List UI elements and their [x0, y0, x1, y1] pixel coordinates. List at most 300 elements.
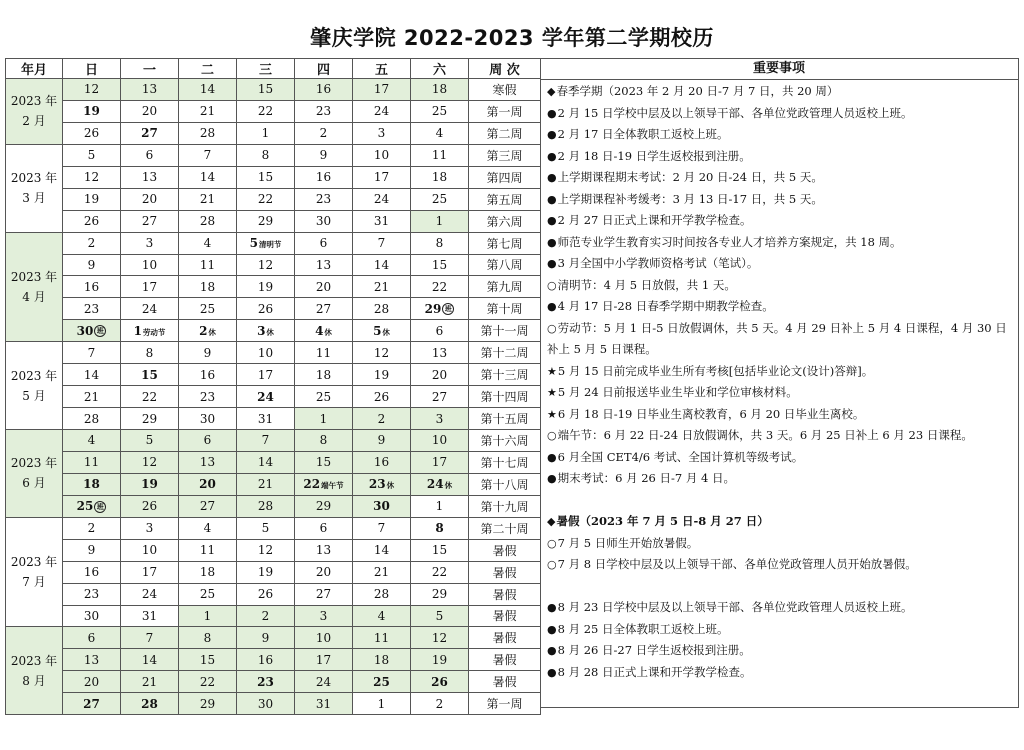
day-cell [237, 430, 295, 452]
day-number: 19 [257, 565, 274, 580]
week-label: 第十二周 [469, 342, 541, 364]
calendar-row [6, 188, 541, 210]
event-item [547, 232, 1013, 254]
day-cell [411, 451, 469, 473]
day-number: 12 [257, 257, 274, 272]
month-label: 2023 年 7 月 [6, 517, 63, 627]
day-cell [237, 671, 295, 693]
day-number: 31 [257, 411, 274, 426]
event-text: 2 月 27 日正式上课和开学教学检查。 [557, 213, 752, 227]
day-number: 14 [257, 455, 274, 470]
day-number: 14 [199, 170, 216, 185]
event-item [547, 124, 1013, 146]
day-number: 7 [87, 345, 96, 360]
calendar-row [6, 320, 541, 342]
day-cell [237, 320, 295, 342]
header-fri: 五 [353, 59, 411, 79]
day-number: 6 [145, 148, 154, 163]
day-number: 17 [373, 82, 390, 97]
day-number: 28 [141, 696, 158, 711]
day-cell [411, 671, 469, 693]
day-number: 7 [377, 236, 386, 251]
week-label: 第一周 [469, 693, 541, 715]
calendar-row [6, 605, 541, 627]
day-number: 18 [83, 477, 100, 492]
day-number: 10 [141, 543, 158, 558]
day-cell [121, 122, 179, 144]
day-cell [63, 649, 121, 671]
day-cell [237, 364, 295, 386]
month-label: 2023 年 5 月 [6, 342, 63, 430]
holiday-label: 休 [208, 327, 216, 337]
day-cell [411, 605, 469, 627]
calendar-header-row [6, 59, 541, 79]
day-cell [411, 210, 469, 232]
day-cell [295, 693, 353, 715]
event-text: 8 月 28 日正式上课和开学教学检查。 [557, 664, 752, 679]
day-number: 11 [431, 148, 448, 163]
day-cell [237, 298, 295, 320]
event-text: 3 月全国中小学教师资格考试（笔试）。 [557, 256, 759, 270]
day-number: 31 [141, 608, 158, 623]
day-cell [121, 144, 179, 166]
day-number: 3 [145, 521, 154, 536]
day-cell [63, 671, 121, 693]
day-number: 19 [431, 652, 448, 667]
day-number: 19 [257, 279, 274, 294]
day-cell [353, 254, 411, 276]
day-number: 22 [303, 477, 321, 492]
day-cell [411, 254, 469, 276]
header-sun: 日 [63, 59, 121, 79]
day-cell [411, 627, 469, 649]
day-cell [237, 210, 295, 232]
day-number: 27 [199, 499, 216, 514]
event-bullet: ● [547, 214, 557, 227]
day-number: 2 [435, 696, 444, 711]
event-item [547, 318, 1013, 361]
day-number: 14 [199, 82, 216, 97]
day-number: 30 [257, 696, 274, 711]
event-text: 劳动节：5 月 1 日-5 日放假调休，共 5 天。4 月 29 日补上 5 月 4 日课程，4 月 30 日补上 5 月 5 日课程。 [547, 320, 1007, 356]
week-label: 第十四周 [469, 386, 541, 408]
day-cell [121, 583, 179, 605]
day-number: 21 [257, 477, 274, 492]
day-cell [121, 254, 179, 276]
week-label: 第六周 [469, 210, 541, 232]
day-number: 20 [315, 279, 332, 294]
day-cell [353, 342, 411, 364]
day-cell [237, 232, 295, 254]
day-number: 2 [377, 411, 386, 426]
day-cell [353, 298, 411, 320]
day-cell [237, 605, 295, 627]
day-number: 8 [145, 345, 154, 360]
day-cell [121, 232, 179, 254]
event-text: 春季学期（2023 年 2 月 20 日-7 月 7 日，共 20 周） [556, 84, 839, 98]
day-number: 1 [377, 696, 386, 711]
event-text: 2 月 18 日-19 日学生返校报到注册。 [557, 148, 751, 163]
week-label: 第十五周 [469, 408, 541, 430]
day-number: 18 [431, 170, 448, 185]
day-cell [179, 693, 237, 715]
day-number: 2 [319, 126, 328, 141]
event-bullet: ● [547, 472, 557, 485]
day-number: 13 [315, 543, 332, 558]
day-cell [179, 122, 237, 144]
day-number: 26 [431, 674, 448, 689]
holiday-label: 休 [444, 481, 453, 491]
week-label: 暑假 [469, 671, 541, 693]
day-number: 14 [141, 652, 158, 667]
day-number: 13 [83, 652, 100, 667]
day-number: 26 [373, 389, 390, 404]
day-number: 10 [315, 630, 332, 645]
day-number: 21 [83, 389, 100, 404]
day-cell [121, 539, 179, 561]
calendar-row [6, 364, 541, 386]
day-number: 7 [261, 433, 270, 448]
week-label: 第八周 [469, 254, 541, 276]
day-number: 13 [141, 170, 158, 185]
day-cell [295, 210, 353, 232]
day-cell [179, 583, 237, 605]
day-number: 28 [373, 301, 390, 316]
day-cell [179, 561, 237, 583]
day-number: 3 [145, 236, 154, 251]
day-cell [63, 232, 121, 254]
day-number: 2 [261, 608, 270, 623]
day-number: 17 [315, 652, 332, 667]
day-cell [353, 188, 411, 210]
day-number: 26 [83, 214, 100, 229]
day-cell [179, 517, 237, 539]
day-number: 14 [83, 367, 100, 382]
day-cell [63, 561, 121, 583]
day-number: 14 [373, 543, 390, 558]
event-text: 4 月 17 日-28 日春季学期中期教学检查。 [557, 299, 774, 313]
day-cell [353, 671, 411, 693]
day-number: 5 [87, 148, 96, 163]
day-number: 30 [76, 323, 94, 338]
event-item [547, 361, 1013, 383]
event-item [547, 146, 1013, 168]
day-cell [63, 693, 121, 715]
event-bullet: ● [547, 644, 557, 657]
day-cell [411, 276, 469, 298]
day-cell [179, 100, 237, 122]
day-number: 26 [141, 499, 158, 514]
day-number: 25 [431, 104, 448, 119]
event-item [547, 554, 1013, 576]
day-cell [63, 254, 121, 276]
event-bullet: ○ [547, 321, 557, 335]
day-cell [411, 122, 469, 144]
event-bullet: ● [547, 235, 557, 249]
day-cell [411, 473, 469, 495]
day-number: 16 [373, 455, 390, 470]
day-cell [179, 408, 237, 430]
event-bullet: ● [547, 450, 557, 464]
day-number: 30 [373, 499, 390, 514]
day-cell [121, 693, 179, 715]
day-number: 31 [373, 214, 390, 229]
day-number: 28 [257, 499, 274, 514]
day-cell [179, 671, 237, 693]
day-number: 13 [315, 257, 332, 272]
day-cell [295, 276, 353, 298]
day-number: 1 [133, 323, 142, 338]
day-number: 20 [141, 104, 158, 119]
week-label: 暑假 [469, 649, 541, 671]
day-number: 16 [257, 652, 274, 667]
day-number: 9 [377, 433, 386, 448]
day-cell [295, 473, 353, 495]
day-number: 20 [199, 477, 216, 492]
day-cell [237, 561, 295, 583]
day-cell [237, 408, 295, 430]
event-item [547, 296, 1013, 318]
event-bullet: ● [547, 128, 557, 141]
day-number: 15 [431, 543, 448, 558]
day-cell [353, 386, 411, 408]
day-cell [411, 583, 469, 605]
event-item [547, 425, 1013, 447]
day-number: 21 [373, 279, 390, 294]
day-number: 19 [83, 192, 100, 207]
day-cell [353, 364, 411, 386]
day-cell [237, 79, 295, 101]
day-number: 24 [141, 301, 158, 316]
day-number: 22 [257, 104, 274, 119]
calendar-row [6, 276, 541, 298]
day-cell [237, 276, 295, 298]
event-bullet: ● [547, 300, 557, 313]
event-bullet: ◆ [547, 515, 556, 528]
day-number: 17 [257, 367, 274, 382]
day-cell [353, 408, 411, 430]
day-number: 8 [435, 521, 444, 536]
day-number: 6 [87, 630, 96, 645]
day-number: 1 [435, 214, 444, 229]
day-number: 17 [141, 279, 158, 294]
day-cell [295, 517, 353, 539]
event-bullet: ● [547, 622, 557, 636]
day-cell [295, 561, 353, 583]
day-cell [295, 495, 353, 517]
calendar-row [6, 430, 541, 452]
day-number: 13 [141, 82, 158, 97]
day-cell [63, 342, 121, 364]
event-text: 5 月 24 日前报送毕业生毕业和学位审核材料。 [557, 385, 798, 399]
day-cell [295, 79, 353, 101]
day-cell [121, 210, 179, 232]
event-item [547, 404, 1013, 426]
day-cell [179, 166, 237, 188]
header-week: 周 次 [469, 59, 541, 79]
day-cell [121, 298, 179, 320]
day-cell [121, 276, 179, 298]
day-cell [121, 430, 179, 452]
day-cell [121, 342, 179, 364]
day-cell [121, 495, 179, 517]
event-item [547, 253, 1013, 275]
day-cell [237, 144, 295, 166]
day-number: 11 [199, 543, 216, 558]
day-number: 23 [315, 192, 332, 207]
day-cell [295, 386, 353, 408]
day-cell [353, 561, 411, 583]
week-label: 第五周 [469, 188, 541, 210]
event-item [547, 640, 1013, 662]
day-cell [121, 451, 179, 473]
day-number: 29 [141, 411, 158, 426]
calendar-row [6, 166, 541, 188]
day-cell [411, 364, 469, 386]
day-number: 17 [373, 170, 390, 185]
day-cell [411, 408, 469, 430]
day-cell [295, 144, 353, 166]
day-number: 28 [83, 411, 100, 426]
day-cell [237, 451, 295, 473]
week-label: 暑假 [469, 605, 541, 627]
day-number: 22 [431, 279, 448, 294]
day-number: 9 [87, 257, 96, 272]
day-cell [63, 430, 121, 452]
event-item [547, 382, 1013, 404]
day-number: 23 [368, 477, 386, 492]
day-number: 31 [315, 696, 332, 711]
day-number: 8 [435, 236, 444, 251]
day-cell [63, 408, 121, 430]
event-item [547, 511, 1013, 533]
day-number: 18 [199, 565, 216, 580]
event-item [547, 533, 1013, 555]
day-cell [237, 539, 295, 561]
day-cell [179, 320, 237, 342]
day-number: 27 [315, 301, 332, 316]
day-cell [63, 627, 121, 649]
day-cell [411, 495, 469, 517]
day-number: 4 [435, 126, 444, 141]
week-label: 第四周 [469, 166, 541, 188]
calendar-row [6, 451, 541, 473]
day-number: 23 [83, 587, 100, 602]
day-cell [411, 649, 469, 671]
day-cell [237, 188, 295, 210]
day-cell [295, 539, 353, 561]
event-bullet: ● [547, 106, 557, 120]
holiday-label: 休 [382, 327, 390, 337]
day-number: 29 [199, 696, 216, 711]
day-cell [121, 166, 179, 188]
event-bullet: ● [547, 171, 557, 184]
calendar-row [6, 144, 541, 166]
day-cell [411, 100, 469, 122]
event-text: 清明节：4 月 5 日放假，共 1 天。 [557, 277, 736, 292]
holiday-label: 端午节 [321, 481, 344, 491]
day-number: 13 [199, 455, 216, 470]
day-number: 15 [315, 455, 332, 470]
day-cell [353, 210, 411, 232]
day-number: 28 [199, 214, 216, 229]
day-cell [353, 517, 411, 539]
day-number: 21 [373, 565, 390, 580]
day-number: 17 [431, 455, 448, 470]
day-number: 15 [257, 82, 274, 97]
event-bullet: ○ [547, 429, 557, 442]
calendar-row [6, 122, 541, 144]
event-item [547, 597, 1013, 619]
day-number: 4 [315, 323, 324, 338]
event-text: 2 月 15 日学校中层及以上领导干部、各单位党政管理人员返校上班。 [557, 105, 913, 120]
day-number: 8 [203, 630, 212, 645]
day-number: 27 [83, 696, 100, 711]
day-number: 23 [315, 104, 332, 119]
day-cell [179, 342, 237, 364]
day-number: 15 [431, 257, 448, 272]
week-label: 第九周 [469, 276, 541, 298]
day-cell [179, 495, 237, 517]
day-cell [411, 539, 469, 561]
workday-badge: 班 [94, 501, 106, 513]
day-cell [237, 627, 295, 649]
day-number: 3 [377, 126, 386, 141]
day-number: 29 [424, 301, 442, 316]
day-number: 16 [315, 82, 332, 97]
holiday-label: 休 [386, 481, 395, 491]
day-cell [237, 583, 295, 605]
day-cell [179, 254, 237, 276]
event-item [547, 662, 1013, 684]
day-number: 22 [431, 565, 448, 580]
day-number: 18 [431, 82, 448, 97]
event-item [547, 468, 1013, 490]
day-cell [63, 517, 121, 539]
calendar-row [6, 693, 541, 715]
day-cell [237, 342, 295, 364]
week-label: 第十八周 [469, 473, 541, 495]
calendar-row [6, 79, 541, 101]
day-cell [63, 122, 121, 144]
day-cell [237, 517, 295, 539]
month-label: 2023 年 6 月 [6, 430, 63, 518]
day-cell [353, 473, 411, 495]
header-thu: 四 [295, 59, 353, 79]
day-number: 17 [141, 565, 158, 580]
day-number: 3 [435, 411, 444, 426]
day-number: 12 [431, 630, 448, 645]
day-cell [237, 122, 295, 144]
day-number: 11 [373, 630, 390, 645]
day-number: 27 [141, 126, 158, 141]
day-number: 8 [261, 148, 270, 163]
day-cell [295, 298, 353, 320]
day-cell [353, 693, 411, 715]
day-cell [353, 605, 411, 627]
event-item [547, 447, 1013, 469]
day-cell [63, 144, 121, 166]
day-cell [237, 495, 295, 517]
day-number: 4 [87, 433, 96, 448]
day-cell [295, 583, 353, 605]
day-number: 10 [431, 433, 448, 448]
day-number: 10 [373, 148, 390, 163]
day-cell [411, 693, 469, 715]
day-number: 23 [257, 674, 274, 689]
event-item [547, 210, 1013, 232]
day-number: 10 [141, 257, 158, 272]
